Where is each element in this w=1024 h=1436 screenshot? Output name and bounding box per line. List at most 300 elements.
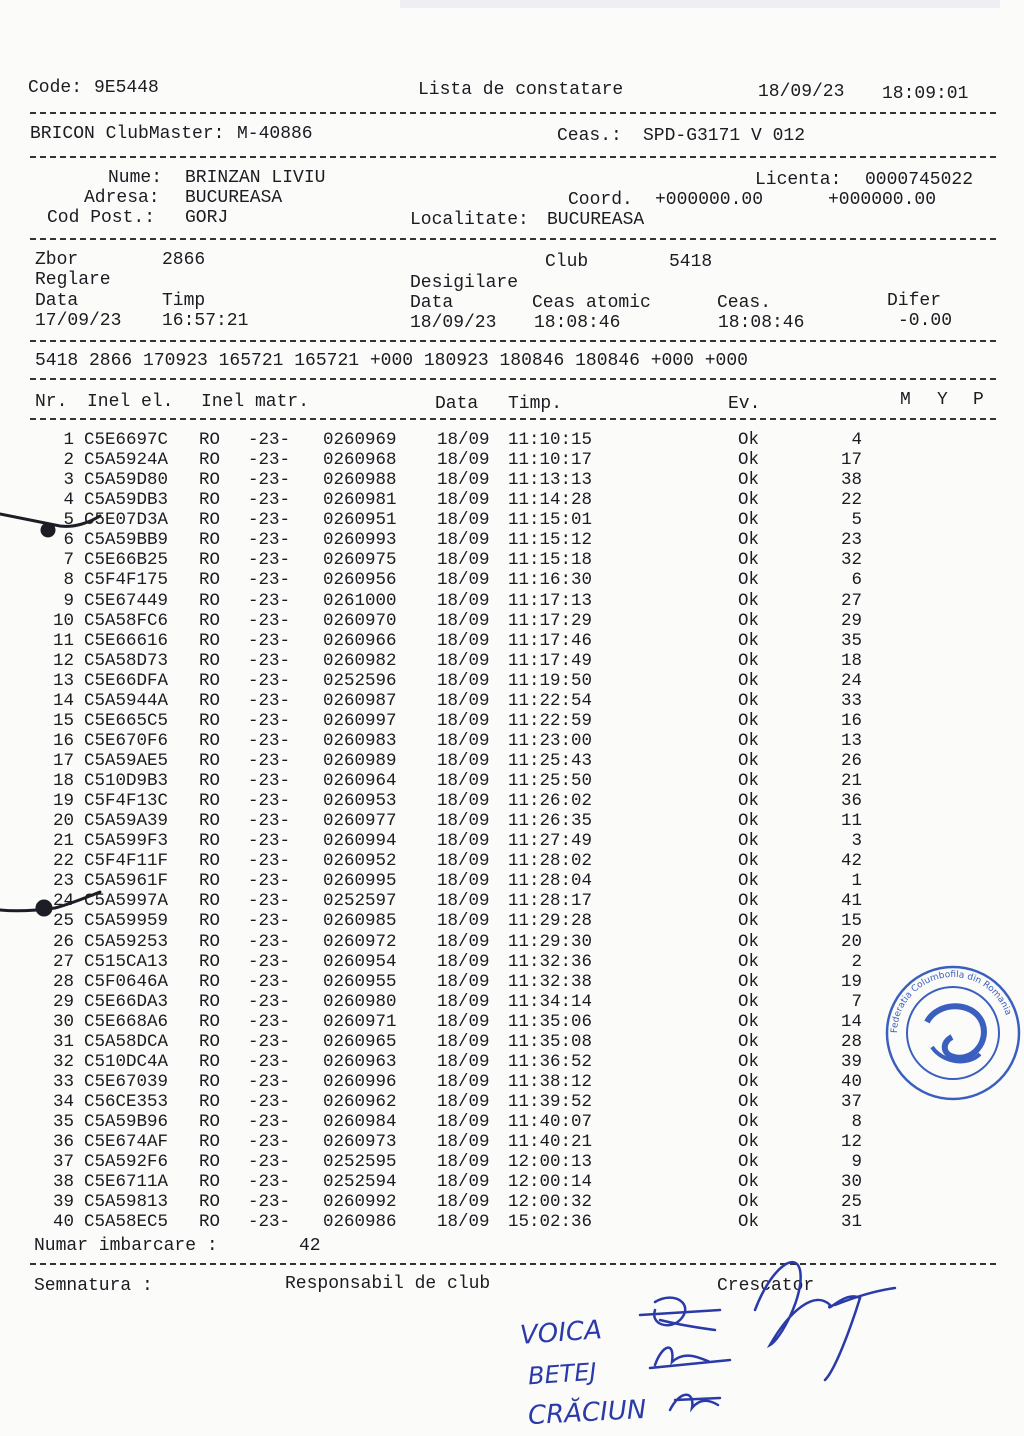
electronic-ring: C5E07D3A: [84, 510, 169, 531]
ring-year: -23-: [248, 550, 291, 571]
arrival-date: 18/09: [437, 1092, 490, 1112]
matricol-ring: 0260968: [323, 450, 397, 471]
matricol-ring: 0260951: [323, 510, 397, 531]
arrival-date: 18/09: [437, 871, 490, 892]
coord-1: +000000.00: [655, 190, 764, 210]
ring-year: -23-: [248, 1112, 291, 1132]
place-number: 40: [840, 1071, 862, 1092]
place-number: 29: [840, 610, 862, 631]
country-code: RO: [199, 1172, 221, 1193]
print-date: 18/09/23: [758, 82, 845, 102]
arrival-date: 18/09: [437, 1071, 490, 1092]
arrival-time: 11:29:28: [508, 911, 593, 932]
arrival-time: 11:17:46: [508, 630, 593, 651]
electronic-ring: C5A592F6: [84, 1152, 169, 1173]
electronic-ring: C5A59959: [84, 911, 169, 932]
arrival-date: 18/09: [437, 751, 490, 771]
imbarcare-value: 42: [299, 1236, 321, 1256]
separator: [30, 112, 996, 114]
row-number: 6: [63, 530, 74, 551]
ring-year: -23-: [248, 450, 291, 471]
country-code: RO: [199, 530, 221, 551]
row-number: 32: [52, 1051, 74, 1072]
arrival-time: 11:17:13: [508, 590, 593, 611]
table-row: [0, 972, 1024, 992]
table-row: [0, 1192, 1024, 1212]
club-value: 5418: [669, 252, 713, 272]
arrival-time: 12:00:14: [508, 1172, 593, 1193]
country-code: RO: [199, 1051, 221, 1072]
arrival-time: 11:28:17: [508, 891, 593, 912]
arrival-date: 18/09: [437, 690, 490, 711]
locality-value: BUCUREASA: [547, 210, 645, 230]
matricol-ring: 0260985: [323, 911, 397, 932]
arrival-time: 11:10:17: [508, 450, 593, 471]
country-code: RO: [199, 1212, 221, 1233]
electronic-ring: C5E670F6: [84, 730, 169, 751]
matricol-ring: 0260993: [323, 530, 397, 551]
ring-year: -23-: [248, 1132, 291, 1153]
signature-label: Semnatura :: [34, 1276, 153, 1296]
matricol-ring: 0260969: [323, 430, 397, 450]
electronic-ring: C5F4F13C: [84, 791, 169, 812]
event-status: Ok: [738, 751, 760, 771]
difer-value: -0.00: [898, 311, 953, 331]
row-number: 3: [63, 470, 74, 491]
table-row: [0, 851, 1024, 871]
arrival-time: 11:27:49: [508, 831, 593, 852]
row-number: 26: [52, 931, 74, 952]
coord-label: Coord.: [568, 190, 633, 210]
event-status: Ok: [738, 550, 760, 571]
row-number: 7: [63, 550, 74, 571]
country-code: RO: [199, 1092, 221, 1112]
matricol-ring: 0260975: [323, 550, 397, 571]
place-number: 15: [840, 911, 862, 932]
country-code: RO: [199, 570, 221, 591]
country-code: RO: [199, 811, 221, 832]
place-number: 2: [851, 951, 862, 972]
electronic-ring: C5A58FC6: [84, 610, 169, 631]
table-row: [0, 591, 1024, 611]
coord-2: +000000.00: [828, 190, 937, 210]
reg-date: 17/09/23: [35, 311, 122, 331]
country-code: RO: [199, 771, 221, 791]
country-code: RO: [199, 1132, 221, 1153]
row-number: 21: [52, 831, 74, 852]
arrival-date: 18/09: [437, 1152, 490, 1173]
electronic-ring: C510DC4A: [84, 1051, 169, 1072]
country-code: RO: [199, 751, 221, 771]
matricol-ring: 0260982: [323, 650, 397, 671]
arrival-date: 18/09: [437, 931, 490, 952]
matricol-ring: 0260973: [323, 1132, 397, 1153]
country-code: RO: [199, 550, 221, 571]
arrival-time: 11:35:06: [508, 1011, 593, 1032]
ring-year: -23-: [248, 1092, 291, 1112]
place-number: 14: [840, 1011, 862, 1032]
arrival-time: 11:40:07: [508, 1112, 593, 1132]
ring-year: -23-: [248, 650, 291, 671]
electronic-ring: C5A59BB9: [84, 530, 169, 551]
row-number: 2: [63, 450, 74, 471]
event-status: Ok: [738, 971, 760, 992]
arrival-date: 18/09: [437, 1011, 490, 1032]
event-status: Ok: [738, 911, 760, 932]
country-code: RO: [199, 510, 221, 531]
responsabil-label: Responsabil de club: [285, 1274, 491, 1294]
atomic-time: 18:08:46: [534, 313, 621, 333]
arrival-time: 11:23:00: [508, 730, 593, 751]
event-status: Ok: [738, 811, 760, 832]
clock-label: Ceas.:: [557, 126, 622, 146]
arrival-date: 18/09: [437, 951, 490, 972]
table-row: [0, 771, 1024, 791]
arrival-date: 18/09: [437, 490, 490, 511]
table-row: [0, 470, 1024, 490]
arrival-date: 18/09: [437, 791, 490, 812]
arrival-time: 11:17:29: [508, 610, 593, 631]
electronic-ring: C5A59DB3: [84, 490, 169, 511]
table-row: [0, 1212, 1024, 1232]
event-status: Ok: [738, 1132, 760, 1153]
table-row: [0, 450, 1024, 470]
table-row: [0, 1172, 1024, 1192]
country-code: RO: [199, 470, 221, 491]
row-number: 31: [52, 1031, 74, 1052]
electronic-ring: C5E66616: [84, 630, 169, 651]
ring-year: -23-: [248, 771, 291, 791]
matricol-ring: 0252597: [323, 891, 397, 912]
matricol-ring: 0260956: [323, 570, 397, 591]
electronic-ring: C5A5961F: [84, 871, 169, 892]
reglare-label: Reglare: [35, 270, 111, 290]
arrival-date: 18/09: [437, 470, 490, 491]
country-code: RO: [199, 650, 221, 671]
event-status: Ok: [738, 1051, 760, 1072]
country-code: RO: [199, 1152, 221, 1173]
event-status: Ok: [738, 630, 760, 651]
col-header-timp: Timp.: [508, 394, 563, 414]
ceas-label: Ceas.: [717, 293, 772, 313]
matricol-ring: 0252594: [323, 1172, 397, 1193]
des-data-label: Data: [410, 293, 454, 313]
event-status: Ok: [738, 1152, 760, 1173]
country-code: RO: [199, 1011, 221, 1032]
crescator-label: Crescator: [717, 1276, 815, 1296]
arrival-time: 11:38:12: [508, 1071, 593, 1092]
country-code: RO: [199, 991, 221, 1012]
ring-year: -23-: [248, 430, 291, 450]
zbor-value: 2866: [162, 250, 206, 270]
place-number: 17: [840, 450, 862, 471]
arrival-time: 11:15:12: [508, 530, 593, 551]
name-label: Nume:: [108, 168, 163, 188]
matricol-ring: 0260966: [323, 630, 397, 651]
event-status: Ok: [738, 470, 760, 491]
place-number: 26: [840, 751, 862, 771]
row-number: 18: [52, 771, 74, 791]
row-number: 14: [52, 690, 74, 711]
table-row: [0, 731, 1024, 751]
print-time: 18:09:01: [882, 84, 969, 104]
row-number: 23: [52, 871, 74, 892]
table-row: [0, 1092, 1024, 1112]
arrival-date: 18/09: [437, 670, 490, 691]
club-label: Club: [545, 252, 589, 272]
table-row: [0, 992, 1024, 1012]
arrival-date: 18/09: [437, 1172, 490, 1193]
country-code: RO: [199, 971, 221, 992]
arrival-date: 18/09: [437, 831, 490, 852]
arrival-date: 18/09: [437, 911, 490, 932]
document-title: Lista de constatare: [418, 80, 624, 100]
event-status: Ok: [738, 650, 760, 671]
table-row: [0, 791, 1024, 811]
event-status: Ok: [738, 1112, 760, 1132]
arrival-date: 18/09: [437, 1212, 490, 1233]
arrival-time: 11:16:30: [508, 570, 593, 591]
country-code: RO: [199, 831, 221, 852]
country-code: RO: [199, 1031, 221, 1052]
electronic-ring: C5E668A6: [84, 1011, 169, 1032]
row-number: 15: [52, 710, 74, 731]
place-number: 4: [851, 430, 862, 450]
ring-year: -23-: [248, 811, 291, 832]
place-number: 32: [840, 550, 862, 571]
arrival-date: 18/09: [437, 650, 490, 671]
event-status: Ok: [738, 570, 760, 591]
arrival-time: 11:26:35: [508, 811, 593, 832]
desigilare-label: Desigilare: [410, 273, 519, 293]
matricol-ring: 0260988: [323, 470, 397, 491]
place-number: 7: [851, 991, 862, 1012]
event-status: Ok: [738, 730, 760, 751]
table-row: [0, 711, 1024, 731]
table-row: [0, 550, 1024, 570]
event-status: Ok: [738, 891, 760, 912]
code-line: 5418 2866 170923 165721 165721 +000 180923 180846 180846 +000 +000: [35, 351, 748, 371]
table-row: [0, 430, 1024, 450]
event-status: Ok: [738, 851, 760, 872]
ring-year: -23-: [248, 1071, 291, 1092]
table-row: [0, 530, 1024, 550]
arrival-time: 12:00:13: [508, 1152, 593, 1173]
electronic-ring: C5E674AF: [84, 1132, 169, 1153]
handwritten-name-1: VOICA: [519, 1315, 603, 1351]
matricol-ring: 0260963: [323, 1051, 397, 1072]
electronic-ring: C5A599F3: [84, 831, 169, 852]
arrival-date: 18/09: [437, 590, 490, 611]
row-number: 33: [52, 1071, 74, 1092]
table-row: [0, 891, 1024, 911]
ring-year: -23-: [248, 851, 291, 872]
matricol-ring: 0260983: [323, 730, 397, 751]
country-code: RO: [199, 630, 221, 651]
table-row: [0, 1012, 1024, 1032]
event-status: Ok: [738, 1092, 760, 1112]
matricol-ring: 0252595: [323, 1152, 397, 1173]
arrival-time: 11:28:04: [508, 871, 593, 892]
table-row: [0, 831, 1024, 851]
row-number: 29: [52, 991, 74, 1012]
code-value: 9E5448: [94, 78, 159, 98]
table-row: [0, 1132, 1024, 1152]
electronic-ring: C5A58D73: [84, 650, 169, 671]
electronic-ring: C5E67039: [84, 1071, 169, 1092]
electronic-ring: C5E66DFA: [84, 670, 169, 691]
ring-year: -23-: [248, 1031, 291, 1052]
arrival-time: 11:28:02: [508, 851, 593, 872]
matricol-ring: 0260996: [323, 1071, 397, 1092]
matricol-ring: 0260980: [323, 991, 397, 1012]
ring-year: -23-: [248, 951, 291, 972]
arrival-date: 18/09: [437, 510, 490, 531]
matricol-ring: 0260992: [323, 1192, 397, 1213]
row-number: 19: [52, 791, 74, 812]
stamp-text: Federatia Columbofila din Romania: [889, 969, 1013, 1034]
code-label: Code:: [28, 78, 83, 98]
place-number: 28: [840, 1031, 862, 1052]
arrival-time: 11:13:13: [508, 470, 593, 491]
event-status: Ok: [738, 710, 760, 731]
row-number: 35: [52, 1112, 74, 1132]
clubmaster-label: BRICON ClubMaster:: [30, 124, 225, 144]
col-header-data: Data: [435, 394, 479, 414]
event-status: Ok: [738, 831, 760, 852]
col-header-p: P: [973, 390, 984, 410]
arrival-date: 18/09: [437, 630, 490, 651]
des-date: 18/09/23: [410, 313, 497, 333]
matricol-ring: 0252596: [323, 670, 397, 691]
electronic-ring: C510D9B3: [84, 771, 169, 791]
arrival-time: 11:15:18: [508, 550, 593, 571]
arrival-date: 18/09: [437, 1051, 490, 1072]
arrival-time: 11:19:50: [508, 670, 593, 691]
ring-year: -23-: [248, 570, 291, 591]
row-number: 12: [52, 650, 74, 671]
place-number: 30: [840, 1172, 862, 1193]
license-label: Licenta:: [755, 170, 842, 190]
arrival-time: 11:25:50: [508, 771, 593, 791]
table-row: [0, 671, 1024, 691]
ring-year: -23-: [248, 1152, 291, 1173]
ring-year: -23-: [248, 931, 291, 952]
arrival-date: 18/09: [437, 811, 490, 832]
ring-year: -23-: [248, 971, 291, 992]
arrival-date: 18/09: [437, 430, 490, 450]
table-row: [0, 952, 1024, 972]
event-status: Ok: [738, 1071, 760, 1092]
ring-year: -23-: [248, 630, 291, 651]
matricol-ring: 0260997: [323, 710, 397, 731]
ring-year: -23-: [248, 1011, 291, 1032]
arrival-date: 18/09: [437, 1192, 490, 1213]
matricol-ring: 0260995: [323, 871, 397, 892]
locality-label: Localitate:: [410, 210, 529, 230]
row-number: 8: [63, 570, 74, 591]
place-number: 1: [851, 871, 862, 892]
arrival-time: 11:26:02: [508, 791, 593, 812]
place-number: 9: [851, 1152, 862, 1173]
country-code: RO: [199, 490, 221, 511]
place-number: 19: [840, 971, 862, 992]
col-header-inel-el: Inel el.: [87, 392, 174, 412]
zbor-label: Zbor: [35, 250, 79, 270]
row-number: 38: [52, 1172, 74, 1193]
table-row: [0, 1032, 1024, 1052]
ring-year: -23-: [248, 751, 291, 771]
table-row: [0, 510, 1024, 530]
matricol-ring: 0260977: [323, 811, 397, 832]
matricol-ring: 0260970: [323, 610, 397, 631]
difer-label: Difer: [887, 291, 942, 311]
electronic-ring: C5A59D80: [84, 470, 169, 491]
ring-year: -23-: [248, 690, 291, 711]
place-number: 8: [851, 1112, 862, 1132]
row-number: 28: [52, 971, 74, 992]
table-row: [0, 691, 1024, 711]
event-status: Ok: [738, 670, 760, 691]
country-code: RO: [199, 851, 221, 872]
matricol-ring: 0260955: [323, 971, 397, 992]
place-number: 16: [840, 710, 862, 731]
event-status: Ok: [738, 771, 760, 791]
arrival-date: 18/09: [437, 851, 490, 872]
electronic-ring: C5E66DA3: [84, 991, 169, 1012]
event-status: Ok: [738, 610, 760, 631]
row-number: 4: [63, 490, 74, 511]
arrival-time: 12:00:32: [508, 1192, 593, 1213]
matricol-ring: 0260964: [323, 771, 397, 791]
arrival-time: 11:25:43: [508, 751, 593, 771]
electronic-ring: C5A59A39: [84, 811, 169, 832]
arrival-date: 18/09: [437, 771, 490, 791]
row-number: 39: [52, 1192, 74, 1213]
handwritten-name-3: CRĂCIUN: [527, 1394, 648, 1432]
ring-year: -23-: [248, 831, 291, 852]
ring-year: -23-: [248, 530, 291, 551]
electronic-ring: C5A5924A: [84, 450, 169, 471]
ring-year: -23-: [248, 991, 291, 1012]
place-number: 21: [840, 771, 862, 791]
table-row: [0, 811, 1024, 831]
electronic-ring: C5F4F175: [84, 570, 169, 591]
arrival-date: 18/09: [437, 610, 490, 631]
country-code: RO: [199, 450, 221, 471]
electronic-ring: C5E6711A: [84, 1172, 169, 1193]
table-row: [0, 1052, 1024, 1072]
ring-year: -23-: [248, 610, 291, 631]
table-row: [0, 932, 1024, 952]
place-number: 3: [851, 831, 862, 852]
ring-year: -23-: [248, 1212, 291, 1233]
place-number: 20: [840, 931, 862, 952]
country-code: RO: [199, 891, 221, 912]
arrival-time: 11:15:01: [508, 510, 593, 531]
place-number: 18: [840, 650, 862, 671]
ring-year: -23-: [248, 730, 291, 751]
country-code: RO: [199, 931, 221, 952]
ring-year: -23-: [248, 590, 291, 611]
separator: [30, 156, 996, 158]
event-status: Ok: [738, 871, 760, 892]
place-number: 24: [840, 670, 862, 691]
country-code: RO: [199, 710, 221, 731]
row-number: 9: [63, 590, 74, 611]
row-number: 27: [52, 951, 74, 972]
table-row: [0, 570, 1024, 590]
